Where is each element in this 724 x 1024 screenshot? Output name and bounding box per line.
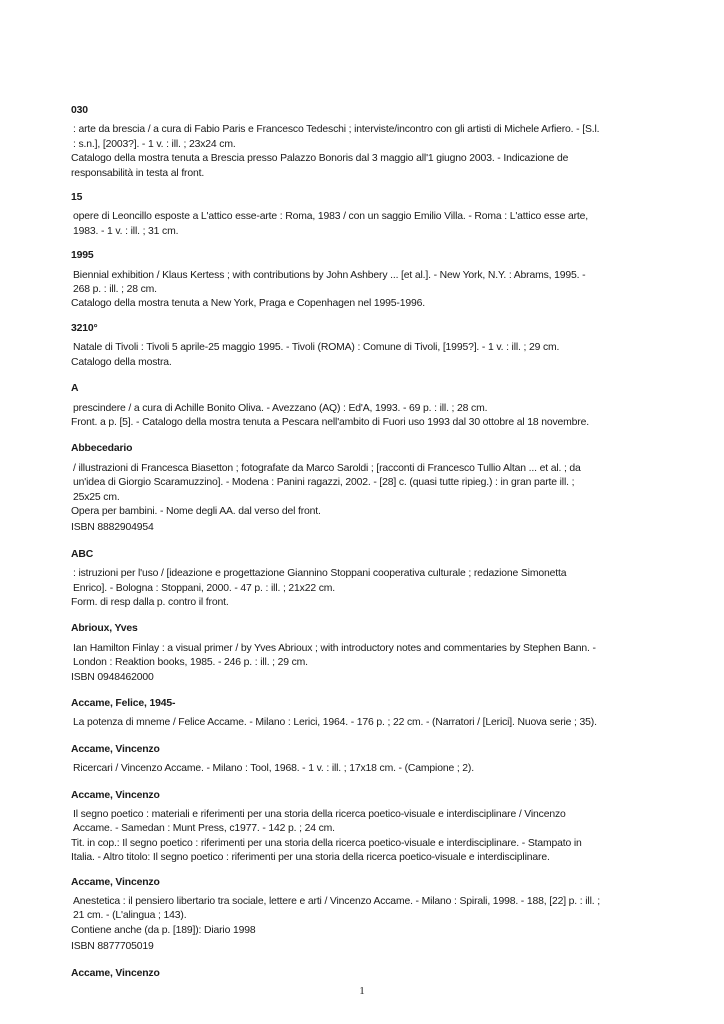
entry-isbn: ISBN 8877705019	[71, 941, 154, 953]
catalog-page	[71, 104, 601, 986]
entry-note: Tit. in cop.: Il segno poetico : riferimenti per una storia della ricerca poetico-visuale e interdisciplinare. - Stampato in Italia. - Altro titolo: Il segno poetico : riferimenti per una storia della ricerca poetico-visuale e interdisciplinare.	[71, 837, 582, 864]
catalog-entry-1995	[71, 249, 601, 312]
entry-heading: ABC	[71, 548, 94, 560]
entry-heading: A	[71, 383, 79, 395]
entry-note: Form. di resp dalla p. contro il front.	[71, 596, 229, 608]
catalog-entry-3210	[71, 322, 601, 370]
entry-description: prescindere / a cura di Achille Bonito Oliva. - Avezzano (AQ) : Ed'A, 1993. - 69 p. : ill. ; 28 cm.	[73, 402, 488, 414]
catalog-entry-accame-anestetica	[71, 876, 601, 955]
catalog-entry-accame-ricercari	[71, 743, 601, 777]
catalog-entry-abbecedario	[71, 442, 601, 535]
entry-description: Ian Hamilton Finlay : a visual primer / by Yves Abrioux ; with introductory notes and commentaries by Stephen Bann. - London : Reaktion books, 1985. - 246 p. : ill. ; 29 cm.	[73, 642, 596, 669]
entry-note: Front. a p. [5]. - Catalogo della mostra tenuta a Pescara nell'ambito di Fuori uso 1993 dal 30 ottobre al 18 novembre.	[71, 416, 589, 428]
entry-isbn: ISBN 8882904954	[71, 522, 154, 534]
entry-heading: 3210°	[71, 322, 98, 334]
entry-description: La potenza di mneme / Felice Accame. - Milano : Lerici, 1964. - 176 p. ; 22 cm. - (Narratori / [Lerici]. Nuova serie ; 35).	[73, 717, 597, 729]
entry-note: Catalogo della mostra tenuta a Brescia presso Palazzo Bonoris dal 3 maggio all'1 giugno 2003. - Indicazione de responsabilità in testa al front.	[71, 153, 569, 179]
catalog-entry-accame-segno-poetico	[71, 789, 601, 866]
entry-heading: Accame, Vincenzo	[71, 967, 160, 979]
catalog-entry-030	[71, 104, 601, 181]
catalog-entry-abc	[71, 548, 601, 611]
entry-note: Catalogo della mostra.	[71, 356, 172, 368]
catalog-entry-accame-last	[71, 967, 601, 981]
entry-description: / illustrazioni di Francesca Biasetton ; fotografate da Marco Saroldi ; [racconti di Francesco Tullio Altan ... et al. ; da un'idea di Giorgio Scaramuzzino]. - Modena : Panini ragazzi, 2002. - [28] c. (quasi tutte ripieg.) : in gran parte ill. ; 25x25 cm.	[73, 462, 581, 503]
catalog-entry-accame-felice	[71, 697, 601, 731]
entry-heading: Abrioux, Yves	[71, 623, 138, 635]
entry-note: Contiene anche (da p. [189]): Diario 1998	[71, 924, 256, 936]
entry-heading: 030	[71, 105, 88, 116]
entry-description: Il segno poetico : materiali e riferimenti per una storia della ricerca poetico-visuale e interdisciplinare / Vincenzo Accame. - Samedan : Munt Press, c1977. - 142 p. ; 24 cm.	[73, 809, 566, 835]
entry-description: Natale di Tivoli : Tivoli 5 aprile-25 maggio 1995. - Tivoli (ROMA) : Comune di Tivoli, [1995?]. - 1 v. : ill. ; 29 cm.	[73, 342, 560, 354]
entry-isbn: ISBN 0948462000	[71, 671, 154, 683]
entry-heading: Accame, Felice, 1945-	[71, 698, 176, 709]
catalog-entry-abrioux	[71, 622, 601, 685]
entry-description: : istruzioni per l'uso / [ideazione e progettazione Giannino Stoppani cooperativa culturale ; redazione Simonetta Enrico]. - Bologna : Stoppani, 2000. - 47 p. : ill. ; 21x22 cm.	[73, 568, 567, 594]
catalog-entry-a	[71, 382, 601, 430]
entry-description: Anestetica : il pensiero libertario tra sociale, lettere e arti / Vincenzo Accame. - Milano : Spirali, 1998. - 188, [22] p. : ill. ; 21 cm. - (L'alingua ; 143).	[73, 896, 600, 922]
entry-note: Opera per bambini. - Nome degli AA. dal verso del front.	[71, 505, 321, 517]
entry-heading: 1995	[71, 250, 94, 262]
entry-note: Catalogo della mostra tenuta a New York, Praga e Copenhagen nel 1995-1996.	[71, 298, 425, 310]
page-number: 1	[359, 985, 365, 997]
entry-heading: Accame, Vincenzo	[71, 743, 160, 755]
catalog-entry-15	[71, 191, 601, 239]
entry-heading: Accame, Vincenzo	[71, 876, 160, 888]
entry-description: Biennial exhibition / Klaus Kertess ; with contributions by John Ashbery ... [et al.]. - New York, N.Y. : Abrams, 1995. - 268 p. : ill. ; 28 cm.	[73, 269, 586, 296]
entry-description: opere di Leoncillo esposte a L'attico esse-arte : Roma, 1983 / con un saggio Emilio Villa. - Roma : L'attico esse arte, 1983. - 1 v. : ill. ; 31 cm.	[73, 211, 588, 237]
entry-description: : arte da brescia / a cura di Fabio Paris e Francesco Tedeschi ; interviste/incontro con gli artisti di Michele Arfiero. - [S.l. : s.n.], [2003?]. - 1 v. : ill. ; 23x24 cm.	[73, 124, 600, 150]
entry-heading: 15	[71, 192, 83, 204]
entry-description: Ricercari / Vincenzo Accame. - Milano : Tool, 1968. - 1 v. : ill. ; 17x18 cm. - (Campione ; 2).	[73, 763, 474, 775]
entry-heading: Accame, Vincenzo	[71, 789, 160, 801]
entry-heading: Abbecedario	[71, 443, 133, 455]
